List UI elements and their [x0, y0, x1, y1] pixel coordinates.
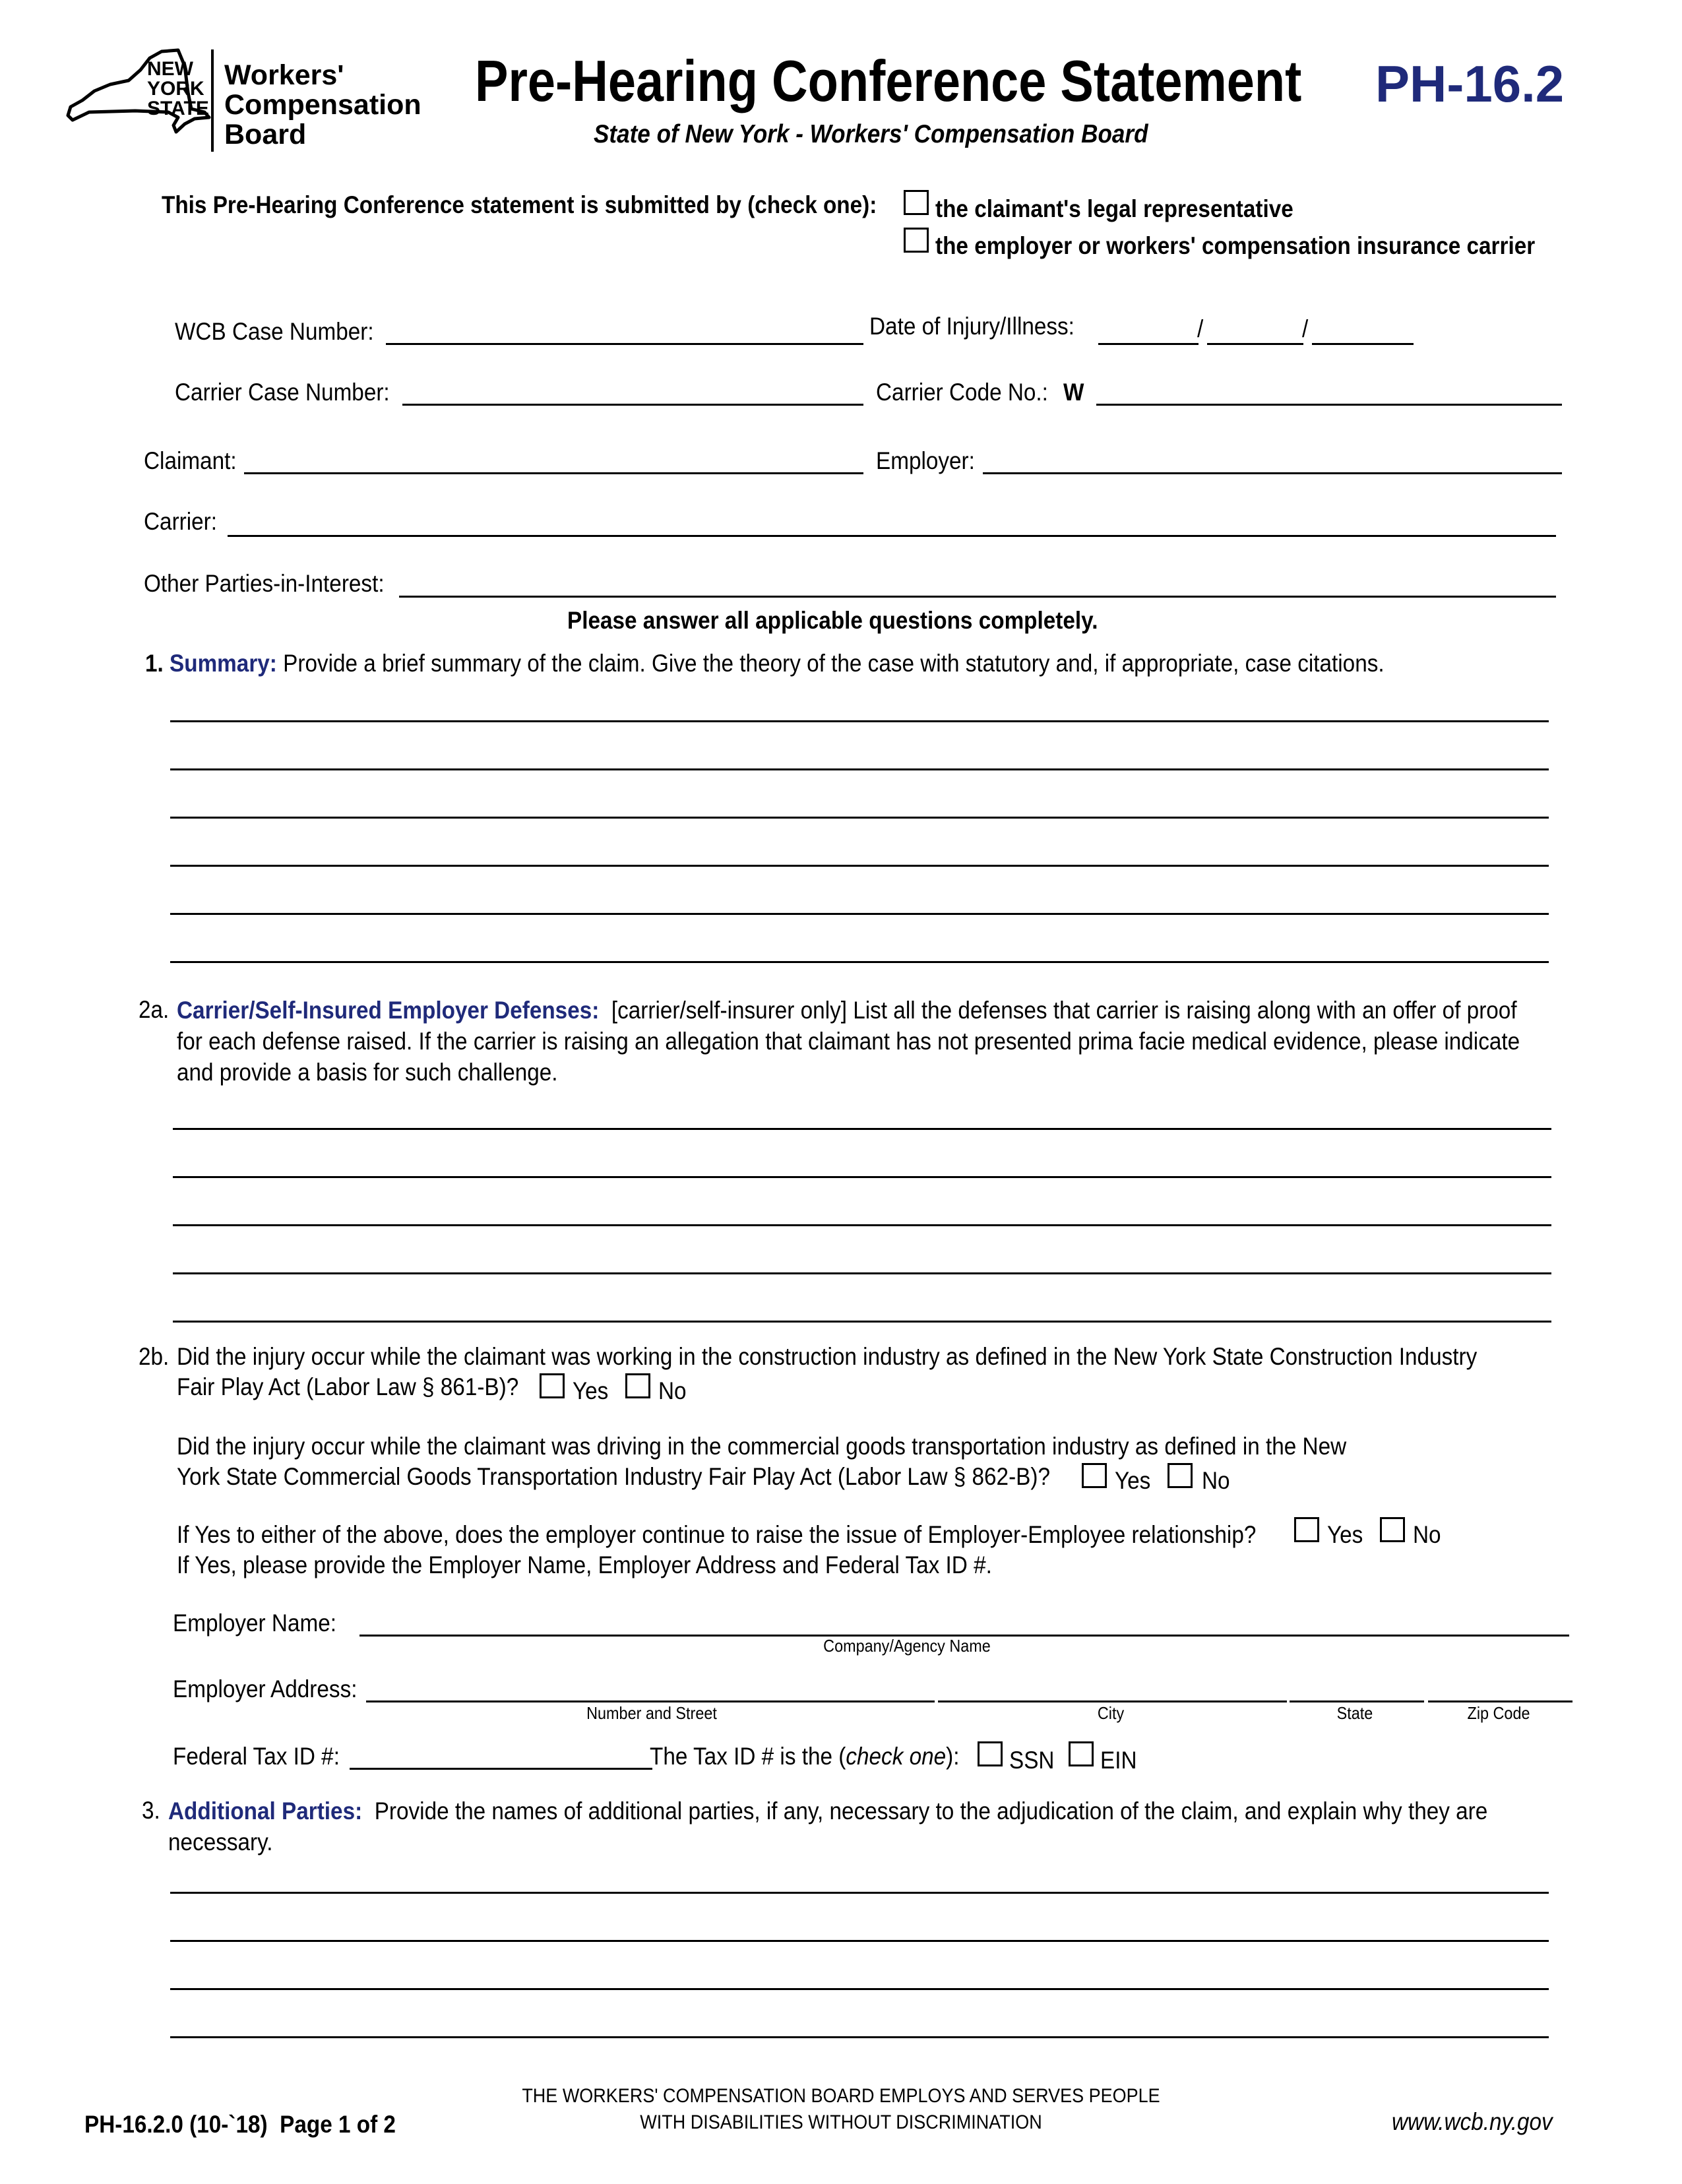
transport-no-checkbox[interactable]: [1168, 1463, 1193, 1488]
q2a-line1: [carrier/self-insurer only] List all the defenses that carrier is raising along with an offer of proof: [611, 997, 1517, 1024]
q2a-block: [177, 995, 1602, 1088]
option-employer-carrier-label: the employer or workers' compensation insurance carrier: [935, 232, 1536, 259]
footer-notice-line1: THE WORKERS' COMPENSATION BOARD EMPLOYS AND SERVES PEOPLE: [522, 2085, 1160, 2107]
form-code: PH-16.2: [1375, 55, 1565, 113]
employer-name-input[interactable]: [359, 1604, 1569, 1637]
page-subtitle: State of New York - Workers' Compensation Board: [594, 120, 1148, 148]
q3-num: 3.: [142, 1797, 160, 1824]
q3-title: Additional Parties:: [168, 1797, 363, 1825]
q2a-title: Carrier/Self-Insured Employer Defenses:: [177, 997, 600, 1024]
checkbox-claimant-rep[interactable]: [904, 190, 929, 215]
q3-block: [168, 1795, 1593, 1857]
date-sep-1: /: [1197, 315, 1204, 342]
q3-line2: necessary.: [168, 1828, 273, 1856]
carrier-code-input[interactable]: [1096, 373, 1562, 406]
claimant-label: Claimant:: [144, 447, 237, 474]
footer-notice-line2: WITH DISABILITIES WITHOUT DISCRIMINATION: [640, 2111, 1042, 2133]
q2a-line2: for each defense raised. If the carrier is raising an allegation that claimant has not presented prima facie medical evidence, please indicate: [177, 1028, 1520, 1055]
city-caption: City: [1097, 1703, 1125, 1723]
q3-answer-line[interactable]: [170, 2036, 1549, 2038]
employer-name-label: Employer Name:: [173, 1609, 336, 1637]
q2a-line3: and provide a basis for such challenge.: [177, 1059, 558, 1086]
q2b-line1: Did the injury occur while the claimant was working in the construction industry as defined in the New York State Construction Industry: [177, 1343, 1478, 1370]
q2a-answer-line[interactable]: [173, 1272, 1551, 1274]
street-caption: Number and Street: [586, 1703, 717, 1723]
employer-input[interactable]: [983, 442, 1562, 474]
transport-no-label: No: [1202, 1467, 1230, 1494]
date-injury-label: Date of Injury/Illness:: [869, 313, 1075, 340]
q3-line1: Provide the names of additional parties, if any, necessary to the adjudication of the claim, and explain why they are: [374, 1797, 1488, 1825]
wcb-case-input[interactable]: [386, 313, 863, 345]
q3-answer-line[interactable]: [170, 1988, 1549, 1990]
q2a-answer-line[interactable]: [173, 1176, 1551, 1178]
footer-website[interactable]: www.wcb.ny.gov: [1392, 2108, 1553, 2135]
employer-address-label: Employer Address:: [173, 1675, 358, 1702]
company-caption: Company/Agency Name: [823, 1636, 991, 1656]
construction-no-label: No: [658, 1377, 687, 1404]
relationship-yes-label: Yes: [1327, 1521, 1363, 1548]
zip-caption: Zip Code: [1467, 1703, 1530, 1723]
logo-new: NEW: [147, 58, 193, 80]
tax-id-check-one: check one: [846, 1743, 947, 1770]
q2a-answer-line[interactable]: [173, 1321, 1551, 1323]
construction-no-checkbox[interactable]: [625, 1373, 650, 1398]
q2b-line6: If Yes, please provide the Employer Name, Employer Address and Federal Tax ID #.: [177, 1551, 992, 1578]
construction-yes-label: Yes: [573, 1377, 609, 1404]
date-injury-day-input[interactable]: [1207, 313, 1303, 345]
q2b-line3: Did the injury occur while the claimant was driving in the commercial goods transportation industry as defined in the New: [177, 1433, 1347, 1460]
carrier-case-input[interactable]: [402, 373, 863, 406]
state-caption: State: [1336, 1703, 1373, 1723]
q1-answer-line[interactable]: [170, 768, 1549, 770]
q1-answer-line[interactable]: [170, 961, 1549, 963]
employer-label: Employer:: [876, 447, 975, 474]
footer-form-id: PH-16.2.0 (10-`18) Page 1 of 2: [84, 2111, 396, 2138]
q2b-num: 2b.: [139, 1343, 170, 1370]
logo-board: Board: [224, 119, 307, 150]
q1-answer-line[interactable]: [170, 817, 1549, 819]
ssn-label: SSN: [1009, 1747, 1055, 1774]
q1-num: 1.: [145, 650, 164, 677]
employer-street-input[interactable]: [366, 1670, 935, 1702]
carrier-input[interactable]: [228, 505, 1556, 537]
relationship-yes-checkbox[interactable]: [1294, 1517, 1319, 1542]
tax-id-prefix: The Tax ID # is the (: [650, 1743, 846, 1770]
date-injury-year-input[interactable]: [1312, 313, 1414, 345]
logo-state: STATE: [147, 98, 209, 119]
checkbox-employer-carrier[interactable]: [904, 228, 929, 253]
q1-heading: [145, 650, 1385, 677]
q3-answer-line[interactable]: [170, 1940, 1549, 1942]
tax-id-suffix: ):: [946, 1743, 960, 1770]
logo-york: YORK: [147, 78, 204, 100]
tax-id-label: Federal Tax ID #:: [173, 1743, 340, 1770]
ssn-checkbox[interactable]: [978, 1741, 1003, 1766]
q3-answer-line[interactable]: [170, 1892, 1549, 1894]
construction-yes-checkbox[interactable]: [540, 1373, 565, 1398]
page-title: Pre-Hearing Conference Statement: [475, 48, 1302, 113]
wcb-case-label: WCB Case Number:: [175, 318, 374, 345]
tax-id-type-prompt: [650, 1743, 960, 1770]
carrier-label: Carrier:: [144, 508, 218, 535]
relationship-no-label: No: [1413, 1521, 1441, 1548]
other-parties-label: Other Parties-in-Interest:: [144, 570, 385, 597]
q2a-answer-line[interactable]: [173, 1128, 1551, 1130]
q1-text: Provide a brief summary of the claim. Give the theory of the case with statutory and, if appropriate, case citations.: [283, 650, 1385, 677]
instruction-text: Please answer all applicable questions completely.: [567, 607, 1098, 634]
employer-city-input[interactable]: [938, 1670, 1287, 1702]
q2a-num: 2a.: [139, 996, 170, 1023]
transport-yes-label: Yes: [1115, 1467, 1151, 1494]
logo-divider: [211, 49, 214, 152]
ein-checkbox[interactable]: [1069, 1741, 1094, 1766]
logo-compensation: Compensation: [224, 89, 421, 121]
nys-logo: [63, 46, 419, 155]
option-claimant-rep-label: the claimant's legal representative: [935, 195, 1293, 222]
carrier-code-label: Carrier Code No.:: [876, 379, 1048, 406]
carrier-code-prefix: W: [1063, 379, 1084, 406]
transport-yes-checkbox[interactable]: [1082, 1463, 1107, 1488]
relationship-no-checkbox[interactable]: [1380, 1517, 1405, 1542]
q1-title: Summary:: [170, 650, 277, 677]
q2b-line4: York State Commercial Goods Transportation Industry Fair Play Act (Labor Law § 862-B)?: [177, 1463, 1050, 1490]
q1-answer-line[interactable]: [170, 720, 1549, 722]
submitted-by-prompt: This Pre-Hearing Conference statement is submitted by (check one):: [162, 191, 877, 218]
logo-workers: Workers': [224, 59, 344, 91]
claimant-input[interactable]: [244, 442, 863, 474]
q2b-line5: If Yes to either of the above, does the employer continue to raise the issue of Employer-Employee relationship?: [177, 1521, 1257, 1548]
tax-id-input[interactable]: [350, 1737, 652, 1770]
other-parties-input[interactable]: [399, 565, 1556, 598]
ein-label: EIN: [1100, 1747, 1137, 1774]
date-injury-month-input[interactable]: [1098, 313, 1199, 345]
q1-answer-line[interactable]: [170, 913, 1549, 915]
date-sep-2: /: [1302, 315, 1309, 342]
employer-zip-input[interactable]: [1428, 1670, 1573, 1702]
carrier-case-label: Carrier Case Number:: [175, 379, 390, 406]
q1-answer-line[interactable]: [170, 865, 1549, 867]
footer-notice: [522, 2083, 1160, 2136]
employer-state-input[interactable]: [1290, 1670, 1424, 1702]
q2b-line2: Fair Play Act (Labor Law § 861-B)?: [177, 1373, 519, 1400]
q2a-answer-line[interactable]: [173, 1224, 1551, 1226]
